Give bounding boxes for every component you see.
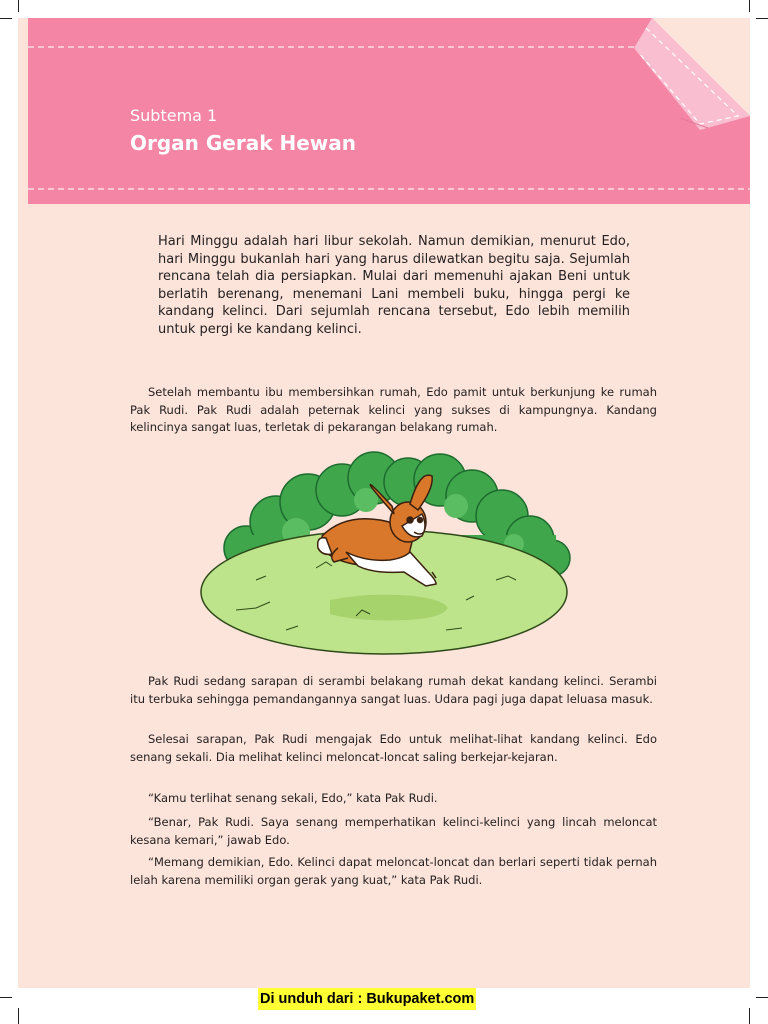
download-source-footer: Di unduh dari : Bukupaket.com [258, 988, 476, 1010]
crop-mark-bottom-left [0, 997, 12, 998]
body-paragraph: Pak Rudi sedang sarapan di serambi belakang rumah dekat kandang kelinci. Serambi itu terbuka sehingga pemandangannya sangat luas. Udara pagi juga dapat leluasa masuk. [130, 674, 657, 706]
page-title: Organ Gerak Hewan [130, 131, 356, 155]
rabbit-illustration [196, 440, 580, 662]
body-paragraph: Setelah membantu ibu membersihkan rumah, Edo pamit untuk berkunjung ke rumah Pak Rudi. Pak Rudi adalah peternak kelinci yang sukses di kampungnya. Kandang kelincinya sangat luas, terletak di pekarangan belakang rumah. [130, 385, 657, 434]
body-paragraph: “Memang demikian, Edo. Kelinci dapat meloncat-loncat dan berlari seperti tidak pernah lelah karena memiliki organ gerak yang kuat,” kata Pak Rudi. [130, 855, 657, 887]
intro-paragraph: Hari Minggu adalah hari libur sekolah. Namun demikian, menurut Edo, hari Minggu bukanlah hari yang harus dilewatkan begitu saja. Sejumlah rencana telah dia persiapkan. Mulai dari memenuhi ajakan Beni untuk berlatih berenang, menemani Lani membeli buku, hingga pergi ke kandang kelinci. Dari sejumlah rencana tersebut, Edo lebih memilih untuk pergi ke kandang kelinci. [158, 234, 630, 337]
body-paragraph: “Kamu terlihat senang sekali, Edo,” kata Pak Rudi. [148, 791, 438, 805]
crop-mark-top-right [756, 18, 768, 19]
crop-mark-bottom-right [756, 997, 768, 998]
crop-mark-top-left [18, 0, 19, 12]
crop-mark-bottom-left [18, 1008, 19, 1024]
body-paragraph: “Benar, Pak Rudi. Saya senang memperhatikan kelinci-kelinci yang lincah meloncat kesana kemari,” jawab Edo. [130, 815, 657, 847]
crop-mark-top-left [0, 18, 12, 19]
subtema-label: Subtema 1 [130, 106, 218, 125]
crop-mark-bottom-right [749, 1008, 750, 1024]
body-paragraph: Selesai sarapan, Pak Rudi mengajak Edo untuk melihat-lihat kandang kelinci. Edo senang sekali. Dia melihat kelinci meloncat-loncat saling berkejar-kejaran. [130, 732, 657, 764]
crop-mark-top-right [749, 0, 750, 12]
